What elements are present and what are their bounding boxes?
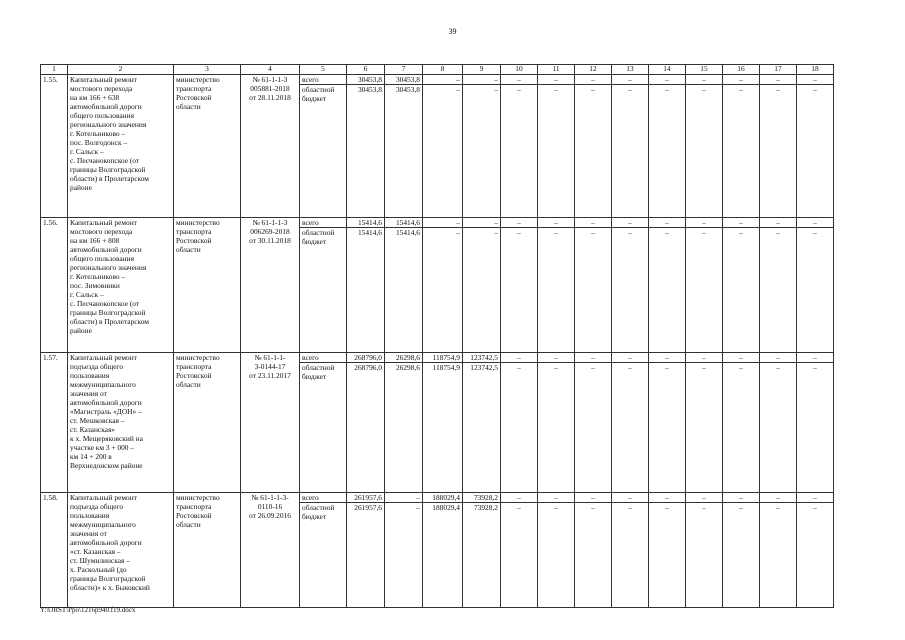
value-col16-budget: – [723, 228, 760, 353]
funding-source-budget: областной бюджет [300, 228, 347, 353]
value-col10-total: – [501, 75, 538, 85]
value-col18-budget: – [797, 363, 834, 493]
column-number-11: 11 [538, 65, 575, 75]
value-col14-budget: – [649, 85, 686, 218]
value-col13-budget: – [612, 228, 649, 353]
column-number-9: 9 [463, 65, 501, 75]
value-col12-total: – [575, 493, 612, 503]
value-col15-total: – [686, 353, 723, 363]
column-number-18: 18 [797, 65, 834, 75]
row-id: 1.58. [41, 493, 68, 608]
value-col8-budget: 188029,4 [423, 503, 463, 608]
value-col6-total: 30453,8 [347, 75, 385, 85]
value-col18-budget: – [797, 228, 834, 353]
value-col16-budget: – [723, 503, 760, 608]
value-col17-budget: – [760, 228, 797, 353]
value-col9-budget: 73928,2 [463, 503, 501, 608]
value-col6-budget: 261957,6 [347, 503, 385, 608]
value-col14-budget: – [649, 503, 686, 608]
value-col6-budget: 15414,6 [347, 228, 385, 353]
value-col10-total: – [501, 353, 538, 363]
value-col8-total: – [423, 218, 463, 228]
value-col11-budget: – [538, 363, 575, 493]
value-col15-budget: – [686, 503, 723, 608]
value-col16-budget: – [723, 363, 760, 493]
value-col13-budget: – [612, 85, 649, 218]
value-col18-total: – [797, 353, 834, 363]
value-col15-total: – [686, 218, 723, 228]
value-col6-total: 261957,6 [347, 493, 385, 503]
value-col6-budget: 30453,8 [347, 85, 385, 218]
value-col6-budget: 268796,0 [347, 363, 385, 493]
value-col14-budget: – [649, 228, 686, 353]
column-number-5: 5 [300, 65, 347, 75]
document-number: № 61-1-1-3 005881-2018 от 28.11.2018 [241, 75, 300, 218]
value-col9-total: 73928,2 [463, 493, 501, 503]
row-id: 1.56. [41, 218, 68, 353]
value-col7-total: 15414,6 [385, 218, 423, 228]
value-col13-total: – [612, 493, 649, 503]
value-col17-budget: – [760, 85, 797, 218]
value-col16-total: – [723, 353, 760, 363]
value-col13-budget: – [612, 503, 649, 608]
column-number-2: 2 [68, 65, 174, 75]
value-col7-budget: 26298,6 [385, 363, 423, 493]
column-number-7: 7 [385, 65, 423, 75]
row-id: 1.57. [41, 353, 68, 493]
column-number-10: 10 [501, 65, 538, 75]
value-col9-total: – [463, 218, 501, 228]
funding-source-budget: областной бюджет [300, 363, 347, 493]
funding-source-total: всего [300, 353, 347, 363]
column-number-8: 8 [423, 65, 463, 75]
value-col7-budget: 30453,8 [385, 85, 423, 218]
value-col15-total: – [686, 493, 723, 503]
value-col8-total: 118754,9 [423, 353, 463, 363]
value-col17-budget: – [760, 503, 797, 608]
file-path-footer: Y:\ORST\Ppo\1216p940.f19.docx [40, 606, 136, 614]
funding-source-budget: областной бюджет [300, 503, 347, 608]
value-col8-total: – [423, 75, 463, 85]
value-col17-total: – [760, 75, 797, 85]
value-col13-total: – [612, 75, 649, 85]
value-col15-budget: – [686, 363, 723, 493]
value-col15-total: – [686, 75, 723, 85]
value-col18-total: – [797, 218, 834, 228]
value-col18-budget: – [797, 503, 834, 608]
funding-source-total: всего [300, 493, 347, 503]
customer-name: министерство транспорта Ростовской области [174, 218, 241, 353]
value-col10-total: – [501, 218, 538, 228]
column-number-15: 15 [686, 65, 723, 75]
value-col14-budget: – [649, 363, 686, 493]
value-col9-budget: 123742,5 [463, 363, 501, 493]
value-col8-budget: – [423, 85, 463, 218]
column-number-6: 6 [347, 65, 385, 75]
funding-source-budget: областной бюджет [300, 85, 347, 218]
value-col11-total: – [538, 353, 575, 363]
value-col8-budget: 118754,9 [423, 363, 463, 493]
value-col10-budget: – [501, 85, 538, 218]
value-col11-budget: – [538, 228, 575, 353]
value-col12-budget: – [575, 85, 612, 218]
value-col8-budget: – [423, 228, 463, 353]
column-number-header [41, 65, 834, 75]
customer-name: министерство транспорта Ростовской области [174, 75, 241, 218]
value-col9-budget: – [463, 228, 501, 353]
object-name: Капитальный ремонт подъезда общего пользования межмуниципального значения от автомобильной дороги «ст. Казанская – ст. Шумилинская – х. Раскольный (до границы Волгоградской области)» к х. Быковский [68, 493, 174, 608]
value-col17-budget: – [760, 363, 797, 493]
value-col9-total: 123742,5 [463, 353, 501, 363]
value-col9-budget: – [463, 85, 501, 218]
document-number: № 61-1-1-3 006269-2018 от 30.11.2018 [241, 218, 300, 353]
value-col7-budget: – [385, 503, 423, 608]
column-number-14: 14 [649, 65, 686, 75]
value-col11-total: – [538, 493, 575, 503]
column-number-4: 4 [241, 65, 300, 75]
value-col12-budget: – [575, 363, 612, 493]
row-id: 1.55. [41, 75, 68, 218]
value-col15-budget: – [686, 228, 723, 353]
funding-source-total: всего [300, 75, 347, 85]
value-col11-budget: – [538, 503, 575, 608]
value-col12-total: – [575, 218, 612, 228]
value-col10-total: – [501, 493, 538, 503]
document-number: № 61-1-1- 3-0144-17 от 23.11.2017 [241, 353, 300, 493]
customer-name: министерство транспорта Ростовской области [174, 353, 241, 493]
value-col12-budget: – [575, 228, 612, 353]
value-col18-total: – [797, 493, 834, 503]
value-col14-total: – [649, 493, 686, 503]
value-col12-budget: – [575, 503, 612, 608]
value-col11-total: – [538, 218, 575, 228]
value-col10-budget: – [501, 503, 538, 608]
value-col18-total: – [797, 75, 834, 85]
budget-table [40, 64, 834, 608]
value-col11-total: – [538, 75, 575, 85]
value-col12-total: – [575, 353, 612, 363]
column-number-16: 16 [723, 65, 760, 75]
value-col7-total: – [385, 493, 423, 503]
table-row [41, 353, 834, 363]
value-col12-total: – [575, 75, 612, 85]
table-row [41, 218, 834, 228]
value-col16-budget: – [723, 85, 760, 218]
object-name: Капитальный ремонт мостового перехода на км 166 + 638 автомобильной дороги общего пользования регионального значения г. Котельниково – пос. Волгодонск – г. Сальск – с. Песчанокопское (от границы Волгоградской области) в Пролетарском районе [68, 75, 174, 218]
value-col16-total: – [723, 218, 760, 228]
table-row [41, 75, 834, 85]
value-col17-total: – [760, 353, 797, 363]
value-col13-total: – [612, 218, 649, 228]
value-col13-budget: – [612, 363, 649, 493]
value-col6-total: 15414,6 [347, 218, 385, 228]
value-col14-total: – [649, 75, 686, 85]
value-col10-budget: – [501, 363, 538, 493]
page-number: 39 [448, 27, 457, 36]
customer-name: министерство транспорта Ростовской области [174, 493, 241, 608]
value-col18-budget: – [797, 85, 834, 218]
value-col14-total: – [649, 353, 686, 363]
funding-source-total: всего [300, 218, 347, 228]
value-col7-budget: 15414,6 [385, 228, 423, 353]
value-col6-total: 268796,0 [347, 353, 385, 363]
table-row [41, 493, 834, 503]
value-col7-total: 30453,8 [385, 75, 423, 85]
value-col7-total: 26298,6 [385, 353, 423, 363]
value-col14-total: – [649, 218, 686, 228]
value-col13-total: – [612, 353, 649, 363]
value-col17-total: – [760, 493, 797, 503]
column-number-17: 17 [760, 65, 797, 75]
column-number-3: 3 [174, 65, 241, 75]
object-name: Капитальный ремонт подъезда общего пользования межмуниципального значения от автомобильной дороги «Магистраль «ДОН» – ст. Мешковская – ст. Казанская» к х. Мещеряковский на участке км 3 + 000 – км 14 + 200 в Верхнедонском районе [68, 353, 174, 493]
document-number: № 61-1-1-3- 0110-16 от 26.09.2016 [241, 493, 300, 608]
value-col8-total: 188029,4 [423, 493, 463, 503]
column-number-12: 12 [575, 65, 612, 75]
column-number-13: 13 [612, 65, 649, 75]
value-col15-budget: – [686, 85, 723, 218]
column-number-1: 1 [41, 65, 68, 75]
value-col10-budget: – [501, 228, 538, 353]
value-col11-budget: – [538, 85, 575, 218]
value-col9-total: – [463, 75, 501, 85]
object-name: Капитальный ремонт мостового перехода на км 166 + 808 автомобильной дороги общего пользования регионального значения г. Котельниково – пос. Зимовники г. Сальск – с. Песчанокопское (от границы Волгоградской области) в Пролетарском районе [68, 218, 174, 353]
value-col17-total: – [760, 218, 797, 228]
value-col16-total: – [723, 75, 760, 85]
value-col16-total: – [723, 493, 760, 503]
